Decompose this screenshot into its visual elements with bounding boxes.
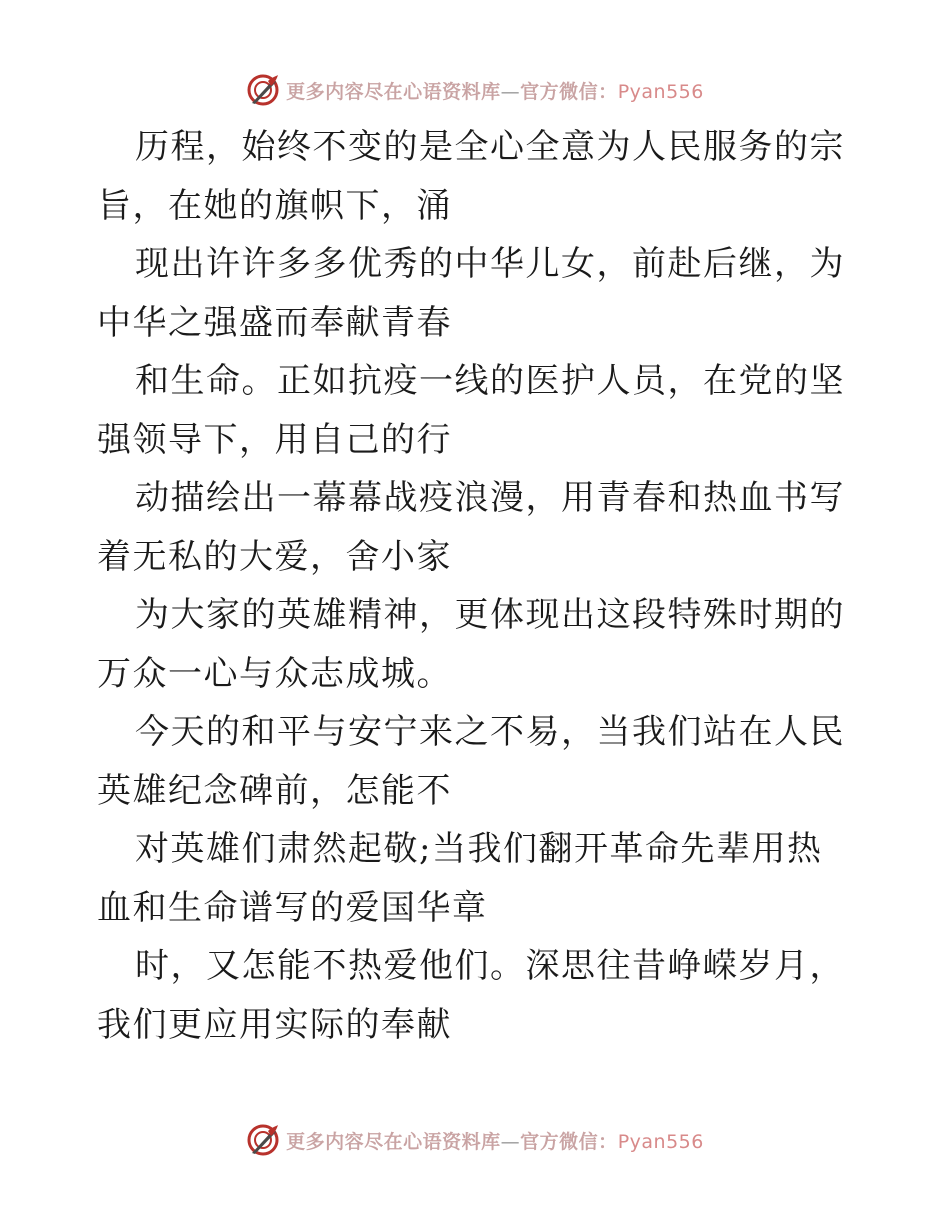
footer-brand: 更多内容尽在心语资料库 xyxy=(286,1130,501,1153)
quill-seal-icon xyxy=(246,73,280,107)
header-wechat-id: Pyan556 xyxy=(617,80,704,103)
footer-wechat-label: 官方微信： xyxy=(520,1130,618,1153)
paragraph: 现出许许多多优秀的中华儿女，前赴后继，为中华之强盛而奉献青春 xyxy=(97,244,845,343)
footer-text xyxy=(286,1127,704,1154)
header-brand: 更多内容尽在心语资料库 xyxy=(286,80,501,103)
document-body xyxy=(97,118,857,1054)
paragraph: 和生命。正如抗疫一线的医护人员，在党的坚强领导下，用自己的行 xyxy=(97,361,845,460)
paragraph: 今天的和平与安宁来之不易，当我们站在人民英雄纪念碑前，怎能不 xyxy=(97,712,845,811)
paragraph: 历程，始终不变的是全心全意为人民服务的宗旨，在她的旗帜下，涌 xyxy=(97,127,845,226)
paragraph: 为大家的英雄精神，更体现出这段特殊时期的万众一心与众志成城。 xyxy=(97,595,845,694)
quill-seal-icon xyxy=(246,1123,280,1157)
footer-dash: — xyxy=(500,1130,521,1153)
paragraph: 时，又怎能不热爱他们。深思往昔峥嵘岁月，我们更应用实际的奉献 xyxy=(97,946,845,1045)
paragraph: 对英雄们肃然起敬;当我们翻开革命先辈用热血和生命谱写的爱国华章 xyxy=(97,829,823,928)
paragraph: 动描绘出一幕幕战疫浪漫，用青春和热血书写着无私的大爱，舍小家 xyxy=(97,478,845,577)
header-text xyxy=(286,77,704,104)
header-wechat-label: 官方微信： xyxy=(520,80,618,103)
footer-banner xyxy=(0,1120,950,1160)
header-dash: — xyxy=(500,80,521,103)
footer-wechat-id: Pyan556 xyxy=(617,1130,704,1153)
header-banner xyxy=(0,70,950,110)
